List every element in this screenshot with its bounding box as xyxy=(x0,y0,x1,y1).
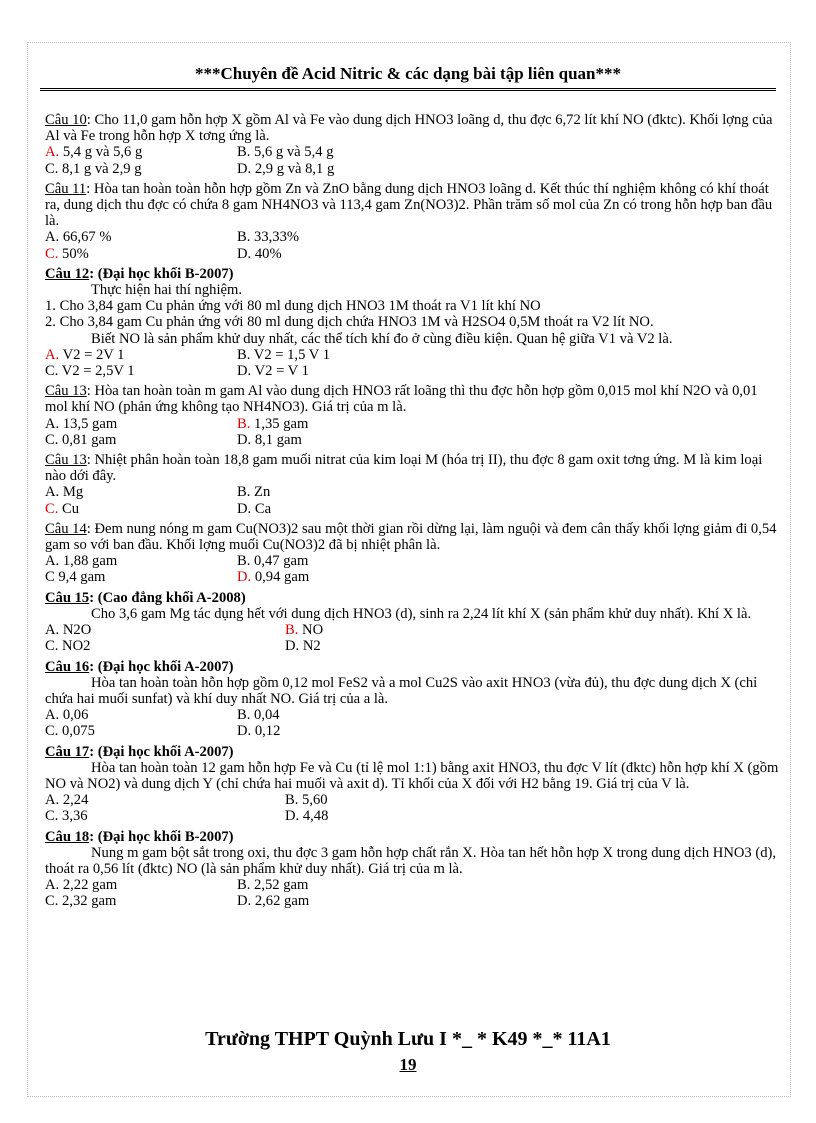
option-d: D. 8,1 gam xyxy=(237,431,302,448)
question-13 xyxy=(45,383,780,448)
question-text: Câu 14: Đem nung nóng m gam Cu(NO3)2 sau một thời gian rồi dừng lại, làm nguội và đem cân thấy khối lợng giảm đi 0,54 gam so với ban đầu. Khối lợng muối Cu(NO3)2 đã bị nhiệt phân là. xyxy=(45,520,777,554)
question-text: Câu 13: Hòa tan hoàn toàn m gam Al vào dung dịch HNO3 rất loãng thì thu đợc hỗn hợp gồm 0,015 mol khí N2O và 0,01 mol khí NO (phản ứng không tạo NH4NO3). Giá trị của m là. xyxy=(45,383,758,416)
question-source: (Đại học khối B-2007) xyxy=(97,265,234,282)
question-18 xyxy=(45,829,780,910)
option-c: C. V2 = 2,5V 1 xyxy=(45,363,135,380)
option-b: B. 2,52 gam xyxy=(237,877,309,894)
question-12 xyxy=(45,266,780,379)
option-c: C. NO2 xyxy=(45,638,91,655)
question-10 xyxy=(45,112,780,177)
option-b: B. 33,33% xyxy=(237,229,300,246)
question-line: Hòa tan hoàn toàn 12 gam hỗn hợp Fe và Cu (tỉ lệ mol 1:1) bằng axit HNO3, thu đợc V lít (đktc) hỗn hợp khí X (gồm NO và NO2) và dung dịch Y (chỉ chứa hai muối và axit d). Tỉ khối của X đối với H2 bằng 19. Giá trị của V là. xyxy=(45,759,779,792)
question-number: Câu 14 xyxy=(45,520,87,537)
question-text: Câu 11: Hòa tan hoàn toàn hỗn hợp gồm Zn và ZnO bằng dung dịch HNO3 loãng d. Kết thúc thí nghiệm không có khí thoát ra, dung dịch thu đợc có chứa 8 gam NH4NO3 và 113,4 gam Zn(NO3)2. Phần trăm số mol của Zn có trong hỗn hợp ban đầu là. xyxy=(45,180,773,230)
question-number: Câu 11 xyxy=(45,180,87,197)
option-d: D. V2 = V 1 xyxy=(237,363,309,380)
question-line: 1. Cho 3,84 gam Cu phản ứng với 80 ml dung dịch HNO3 1M thoát ra V1 lít khí NO xyxy=(45,298,541,315)
option-a: A. V2 = 2V 1 xyxy=(45,346,125,363)
question-line: 2. Cho 3,84 gam Cu phản ứng với 80 ml dung dịch chứa HNO3 1M và H2SO4 0,5M thoát ra V2 lít NO. xyxy=(45,314,654,331)
question-title: Câu 17: (Đại học khối A-2007) xyxy=(45,743,234,760)
option-b: B. 1,35 gam xyxy=(237,415,309,432)
options xyxy=(45,877,780,909)
option-b: B. 0,47 gam xyxy=(237,553,309,570)
question-14 xyxy=(45,521,780,586)
options xyxy=(45,553,780,585)
option-a: A. 5,4 g và 5,6 g xyxy=(45,144,143,161)
options xyxy=(45,229,780,261)
option-d: D. 0,94 gam xyxy=(237,569,310,586)
question-source: (Đại học khối A-2007) xyxy=(97,743,234,760)
option-c: C. 0,075 xyxy=(45,723,95,740)
option-c: C. 50% xyxy=(45,245,89,262)
option-a: A. 13,5 gam xyxy=(45,415,118,432)
options xyxy=(45,347,780,379)
option-c: C. 2,32 gam xyxy=(45,893,117,910)
question-11 xyxy=(45,181,780,262)
options xyxy=(45,707,780,739)
option-d: D. Ca xyxy=(237,500,272,517)
option-a: A. N2O xyxy=(45,622,92,639)
page-header: ***Chuyên đề Acid Nitric & các dạng bài tập liên quan*** xyxy=(195,64,621,83)
option-d: D. 2,62 gam xyxy=(237,893,310,910)
page-content xyxy=(45,112,780,914)
option-c: C. 3,36 xyxy=(45,808,88,825)
question-line: Cho 3,6 gam Mg tác dụng hết với dung dịch HNO3 (d), sinh ra 2,24 lít khí X (sản phẩm khử duy nhất). Khí X là. xyxy=(91,605,752,622)
option-d: D. 0,12 xyxy=(237,723,281,740)
question-body: Nhiệt phân hoàn toàn 18,8 gam muối nitrat của kim loại M (hóa trị II), thu đợc 8 gam oxit tơng ứng. M là kim loại nào dới đây. xyxy=(45,452,763,485)
question-number: Câu 10 xyxy=(45,112,87,128)
question-line: Nung m gam bột sắt trong oxi, thu đợc 3 gam hỗn hợp chất rắn X. Hòa tan hết hỗn hợp X trong dung dịch HNO3 (d), thoát ra 0,56 lít (đktc) NO (là sản phẩm khử duy nhất). Giá trị của m là. xyxy=(45,844,777,877)
option-b: B. Zn xyxy=(237,484,271,501)
option-b: B. 5,60 xyxy=(285,792,328,809)
question-title: Câu 12: (Đại học khối B-2007) xyxy=(45,265,234,282)
option-b: B. V2 = 1,5 V 1 xyxy=(237,346,330,363)
option-d: D. 40% xyxy=(237,245,282,262)
options xyxy=(45,484,780,516)
option-a: A. 1,88 gam xyxy=(45,553,118,570)
option-b: B. 0,04 xyxy=(237,707,280,724)
option-d: D. 2,9 g và 8,1 g xyxy=(237,160,335,177)
options xyxy=(45,416,780,448)
question-title: Câu 15: (Cao đẳng khối A-2008) xyxy=(45,589,246,606)
question-text: Câu 13: Nhiệt phân hoàn toàn 18,8 gam muối nitrat của kim loại M (hóa trị II), thu đợc 8 gam oxit tơng ứng. M là kim loại nào dới đây. xyxy=(45,452,763,485)
question-title: Câu 16: (Đại học khối A-2007) xyxy=(45,658,234,675)
question-16 xyxy=(45,659,780,740)
option-c: C. Cu xyxy=(45,500,80,517)
question-13b xyxy=(45,452,780,517)
question-source: (Đại học khối A-2007) xyxy=(97,658,234,675)
question-number: Câu 15 xyxy=(45,589,90,606)
option-a: A. 2,22 gam xyxy=(45,877,118,894)
question-title: Câu 18: (Đại học khối B-2007) xyxy=(45,828,234,845)
page-number: 19 xyxy=(399,1055,417,1074)
question-line: Hòa tan hoàn toàn hỗn hợp gồm 0,12 mol FeS2 và a mol Cu2S vào axit HNO3 (vừa đủ), thu đợc dung dịch X (chỉ chứa hai muối sunfat) và khí duy nhất NO. Giá trị của a là. xyxy=(45,674,758,707)
question-body: Đem nung nóng m gam Cu(NO3)2 sau một thời gian rồi dừng lại, làm nguội và đem cân thấy khối lợng giảm đi 0,54 gam so với ban đầu. Khối lợng muối Cu(NO3)2 đã bị nhiệt phân là. xyxy=(45,520,777,554)
question-text: Câu 10: Cho 11,0 gam hỗn hợp X gồm Al và Fe vào dung dịch HNO3 loãng d, thu đợc 6,72 lít khí NO (đktc). Khối lợng của Al và Fe trong hỗn hợp X tơng ứng là. xyxy=(45,112,773,145)
option-c: C 9,4 gam xyxy=(45,569,106,586)
option-a: A. 66,67 % xyxy=(45,229,112,246)
question-number: Câu 13 xyxy=(45,383,87,400)
question-source: (Đại học khối B-2007) xyxy=(97,828,234,845)
question-source: (Cao đẳng khối A-2008) xyxy=(97,589,246,606)
options xyxy=(45,144,780,176)
option-c: C. 8,1 g và 2,9 g xyxy=(45,160,142,177)
question-body: Cho 11,0 gam hỗn hợp X gồm Al và Fe vào dung dịch HNO3 loãng d, thu đợc 6,72 lít khí NO (đktc). Khối lợng của Al và Fe trong hỗn hợp X tơng ứng là. xyxy=(45,112,773,145)
question-number: Câu 17 xyxy=(45,743,90,760)
options xyxy=(45,622,780,654)
question-number: Câu 12 xyxy=(45,265,90,282)
option-a: A. Mg xyxy=(45,484,84,501)
question-17 xyxy=(45,744,780,825)
option-a: A. 0,06 xyxy=(45,707,89,724)
question-number: Câu 18 xyxy=(45,828,90,845)
page-footer: Trường THPT Quỳnh Lưu I *_ * K49 *_* 11A1 xyxy=(205,1028,611,1050)
option-d: D. 4,48 xyxy=(285,808,329,825)
option-c: C. 0,81 gam xyxy=(45,431,117,448)
option-d: D. N2 xyxy=(285,638,321,655)
options xyxy=(45,792,780,824)
option-b: B. NO xyxy=(285,622,324,639)
question-15 xyxy=(45,590,780,655)
question-number: Câu 16 xyxy=(45,658,90,675)
option-b: B. 5,6 g và 5,4 g xyxy=(237,144,334,161)
header-rule xyxy=(40,88,776,91)
question-body: Hòa tan hoàn toàn m gam Al vào dung dịch HNO3 rất loãng thì thu đợc hỗn hợp gồm 0,015 mol khí N2O và 0,01 mol khí NO (phản ứng không tạo NH4NO3). Giá trị của m là. xyxy=(45,383,758,416)
option-a: A. 2,24 xyxy=(45,792,89,809)
question-body: Hòa tan hoàn toàn hỗn hợp gồm Zn và ZnO bằng dung dịch HNO3 loãng d. Kết thúc thí nghiệm không có khí thoát ra, dung dịch thu đợc có chứa 8 gam NH4NO3 và 113,4 gam Zn(NO3)2. Phần trăm số mol của Zn có trong hỗn hợp ban đầu là. xyxy=(45,180,773,230)
question-line: Thực hiện hai thí nghiệm. xyxy=(91,282,242,299)
question-number: Câu 13 xyxy=(45,452,87,469)
question-line: Biết NO là sản phẩm khử duy nhất, các thể tích khí đo ở cùng điều kiện. Quan hệ giữa V1 và V2 là. xyxy=(91,330,673,347)
